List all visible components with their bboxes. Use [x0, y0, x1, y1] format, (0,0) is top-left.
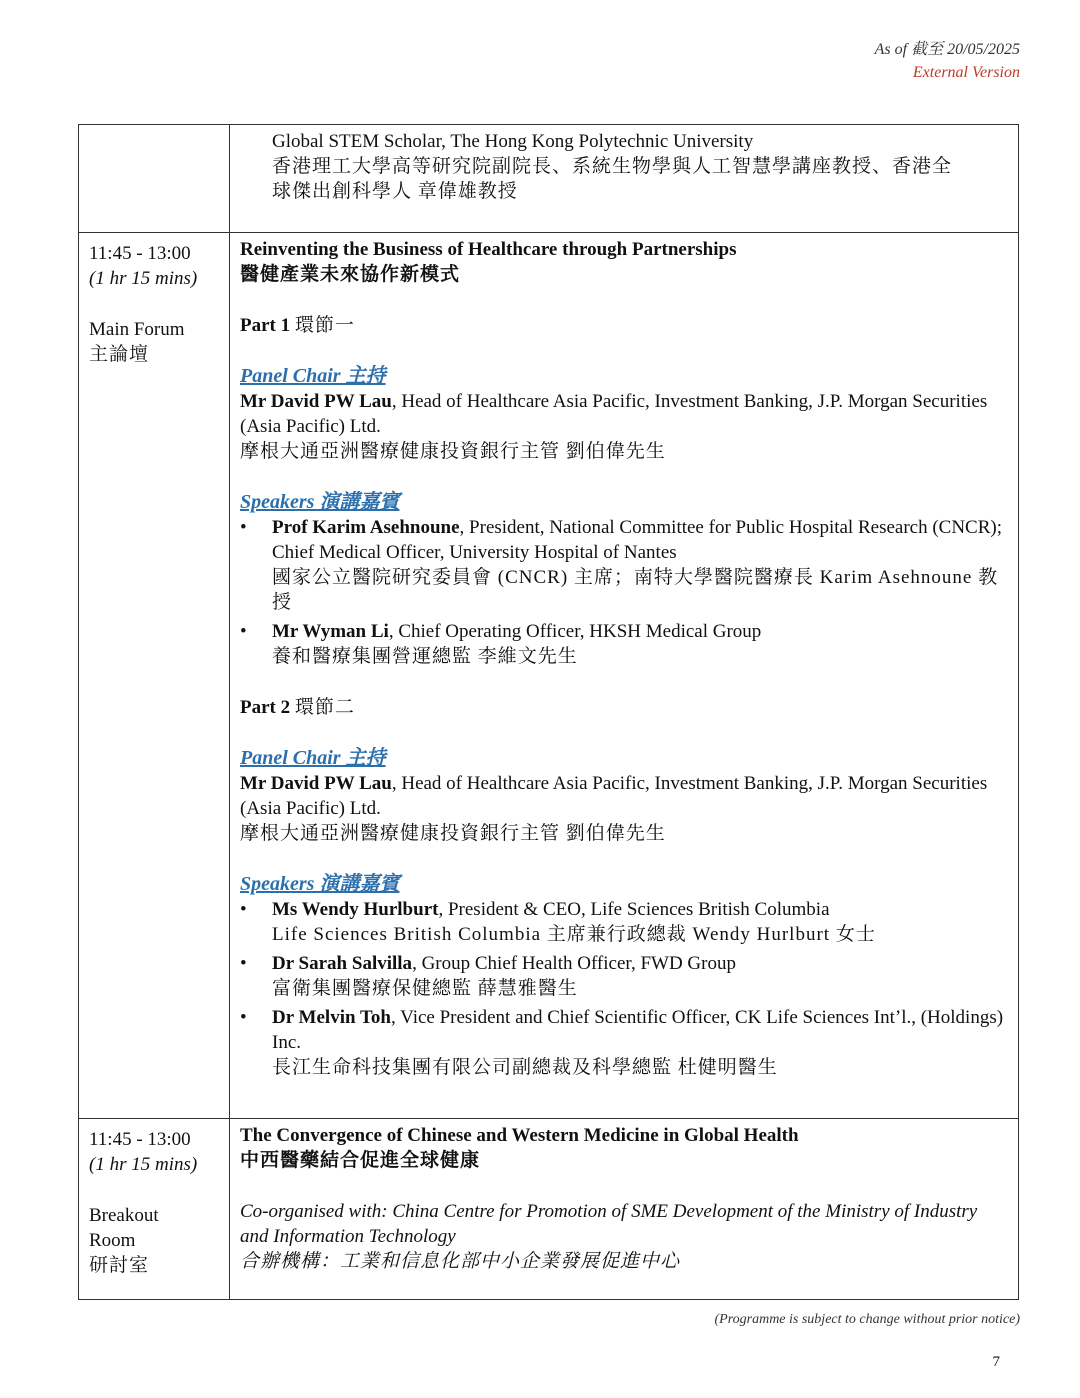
- co-organiser-cn: 合辦機構：工業和信息化部中小企業發展促進中心: [240, 1251, 681, 1272]
- chair-name: Mr David PW Lau: [240, 391, 392, 412]
- speaker-name: Prof Karim Asehnoune: [272, 517, 460, 538]
- speaker-role: , Group Chief Health Officer, FWD Group: [412, 953, 736, 974]
- list-item: [240, 515, 1008, 615]
- bullet-icon: •: [240, 899, 247, 920]
- session-title: The Convergence of Chinese and Western Medicine in Global Health: [240, 1125, 799, 1146]
- programme-table: [78, 124, 1019, 1300]
- session-title-cn: 醫健產業未來協作新模式: [240, 264, 461, 285]
- speaker-cn: 長江生命科技集團有限公司副總裁及科學總監 杜健明醫生: [272, 1057, 778, 1078]
- session-title-cn: 中西醫藥結合促進全球健康: [240, 1150, 481, 1171]
- bullet-icon: •: [240, 1007, 247, 1028]
- speaker-name: Dr Melvin Toh: [272, 1007, 391, 1028]
- list-item: [240, 1005, 1008, 1080]
- part-heading: Part 2 環節二: [240, 697, 355, 718]
- bullet-icon: •: [240, 953, 247, 974]
- speakers-label: Speakers 演講嘉賓: [240, 873, 400, 895]
- table-row: [79, 233, 1019, 1119]
- speaker-name: Ms Wendy Hurlburt: [272, 899, 439, 920]
- page-number: 7: [992, 1354, 1000, 1370]
- speaker-cn: 富衛集團醫療保健總監 薛慧雅醫生: [272, 978, 578, 999]
- speaker-name: Dr Sarah Salvilla: [272, 953, 413, 974]
- table-row: [79, 1119, 1019, 1300]
- time-cell: [79, 233, 230, 1119]
- list-item: [240, 951, 1008, 1001]
- speaker-cn: 養和醫療集團營運總監 李維文先生: [272, 646, 578, 667]
- chair-role: , Head of Healthcare Asia Pacific, Investment Banking, J.P. Morgan Securities (Asia Pacific) Ltd.: [240, 391, 988, 437]
- chair-cn: 摩根大通亞洲醫療健康投資銀行主管 劉伯偉先生: [240, 823, 666, 844]
- venue-cn: 主論壇: [89, 344, 150, 365]
- speaker-cn: 國家公立醫院研究委員會 (CNCR) 主席；南特大學醫院醫療長 Karim Asehnoune 教授: [272, 567, 999, 613]
- speaker-role: , President, National Committee for Public Hospital Research (CNCR); Chief Medical Officer, University Hospital of Nantes: [272, 517, 1003, 563]
- venue-cn: 研討室: [89, 1255, 150, 1276]
- panel-chair: [240, 771, 1008, 821]
- bullet-icon: •: [240, 621, 247, 642]
- session-time: 11:45 - 13:00: [89, 243, 191, 264]
- panel-chair-label: Panel Chair 主持: [240, 365, 386, 387]
- page-header: [875, 38, 1020, 84]
- session-title: Reinventing the Business of Healthcare through Partnerships: [240, 239, 737, 260]
- time-cell: [79, 125, 230, 233]
- change-notice: (Programme is subject to change without prior notice): [714, 1312, 1020, 1327]
- session-time: 11:45 - 13:00: [89, 1129, 191, 1150]
- part-heading: Part 1 環節一: [240, 315, 355, 336]
- venue-en: Room: [89, 1230, 136, 1251]
- list-item: [240, 619, 1008, 669]
- venue-en: Breakout: [89, 1205, 159, 1226]
- panel-chair: [240, 389, 1008, 439]
- speaker-list: [240, 897, 1008, 1080]
- content-cell: [230, 125, 1019, 233]
- session-duration: (1 hr 15 mins): [89, 268, 198, 289]
- speaker-role: , Chief Operating Officer, HKSH Medical Group: [388, 621, 762, 642]
- content-cell: [230, 233, 1019, 1119]
- bullet-icon: •: [240, 517, 247, 538]
- speaker-cn: Life Sciences British Columbia 主席兼行政總裁 Wendy Hurlburt 女士: [272, 924, 876, 945]
- speaker-name-cn-line: 球傑出創科學人 章偉雄教授: [272, 181, 518, 202]
- speaker-affiliation-line: Global STEM Scholar, The Hong Kong Polytechnic University: [272, 131, 754, 152]
- chair-role: , Head of Healthcare Asia Pacific, Investment Banking, J.P. Morgan Securities (Asia Pacific) Ltd.: [240, 773, 988, 819]
- list-item: [240, 897, 1008, 947]
- chair-name: Mr David PW Lau: [240, 773, 392, 794]
- speakers-label: Speakers 演講嘉賓: [240, 491, 400, 513]
- content-cell: [230, 1119, 1019, 1300]
- panel-chair-label: Panel Chair 主持: [240, 747, 386, 769]
- time-cell: [79, 1119, 230, 1300]
- speaker-role: , President & CEO, Life Sciences British Columbia: [438, 899, 830, 920]
- speaker-list: [240, 515, 1008, 669]
- speaker-name: Mr Wyman Li: [272, 621, 389, 642]
- as-of-date: As of 截至 20/05/2025: [874, 41, 1020, 58]
- speaker-role: , Vice President and Chief Scientific Officer, CK Life Sciences Int’l., (Holdings) Inc.: [272, 1007, 1004, 1053]
- version-label: External Version: [912, 64, 1020, 81]
- co-organiser: Co-organised with: China Centre for Promotion of SME Development of the Ministry of Industry and Information Technology: [240, 1201, 978, 1247]
- venue-en: Main Forum: [89, 319, 185, 340]
- speaker-affiliation-cn-line: 香港理工大學高等研究院副院長、系統生物學與人工智慧學講座教授、香港全: [272, 156, 953, 177]
- session-duration: (1 hr 15 mins): [89, 1154, 198, 1175]
- table-row: [79, 125, 1019, 233]
- chair-cn: 摩根大通亞洲醫療健康投資銀行主管 劉伯偉先生: [240, 441, 666, 462]
